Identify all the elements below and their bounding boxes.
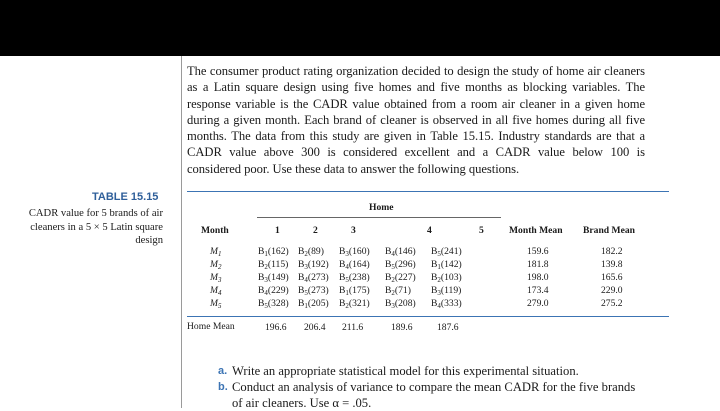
- table-cell: $B_2(103)$: [431, 272, 462, 284]
- month-label: $M_2$: [210, 259, 222, 271]
- month-label: $M_5$: [210, 298, 222, 310]
- month-label: $M_3$: [210, 272, 222, 284]
- table-cell: $B_5(241)$: [431, 246, 462, 258]
- table-cell: $B_3(192)$: [298, 259, 329, 271]
- home-mean: 187.6: [437, 322, 459, 333]
- home-number: 1: [275, 225, 280, 236]
- table-cell: $B_4(333)$: [431, 298, 462, 310]
- table-cell: $B_5(238)$: [339, 272, 370, 284]
- brand-mean: 165.6: [601, 272, 623, 283]
- month-mean: 181.8: [527, 259, 549, 270]
- table-cell: $B_5(273)$: [298, 285, 329, 297]
- month-mean: 198.0: [527, 272, 549, 283]
- table-cell: $B_1(205)$: [298, 298, 329, 310]
- table-cell: $B_2(115)$: [258, 259, 289, 271]
- month-mean-header: Month Mean: [509, 225, 563, 236]
- month-header: Month: [201, 225, 229, 236]
- table-cell: $B_3(149)$: [258, 272, 289, 284]
- question-item: [218, 379, 648, 411]
- home-mean: 189.6: [391, 322, 413, 333]
- table-cell: $B_4(164)$: [339, 259, 370, 271]
- month-mean: 279.0: [527, 298, 549, 309]
- brand-mean: 275.2: [601, 298, 623, 309]
- home-mean: 206.4: [304, 322, 326, 333]
- table-cell: $B_3(119)$: [431, 285, 462, 297]
- table-caption: CADR value for 5 brands of air cleaners in a 5 × 5 Latin square design: [28, 208, 163, 247]
- question-text: Conduct an analysis of variance to compare the mean CADR for the five brands of air cleaners. Use α = .05.: [232, 380, 636, 410]
- table-cell: $B_2(227)$: [385, 272, 416, 284]
- home-number: 2: [313, 225, 318, 236]
- table-cell: $B_4(273)$: [298, 272, 329, 284]
- home-number: 3: [351, 225, 356, 236]
- table-cell: $B_2(71)$: [385, 285, 411, 297]
- brand-mean: 139.8: [601, 259, 623, 270]
- problem-text: The consumer product rating organization decided to design the study of home air cleaners as a Latin square design using five homes and five months as blocking variables. The response variable is the CADR value obtained from a room air cleaner in a given home during a given month. Each brand of cleaner is observed in all five homes during all five months. The data from this study are given in Table 15.15. Industry standards are that a CADR value above 300 is considered excellent and a CADR value below 100 is considered poor. Use these data to answer the following questions.: [187, 64, 645, 176]
- table-bottom-rule: [187, 316, 669, 317]
- question-label: a.: [218, 365, 228, 377]
- table-title: TABLE 15.15: [92, 191, 159, 203]
- margin-rule: [181, 56, 182, 408]
- table-cell: $B_2(89)$: [298, 246, 324, 258]
- table-cell: $B_4(229)$: [258, 285, 289, 297]
- home-mean-label: Home Mean: [187, 321, 235, 332]
- home-header: Home: [369, 202, 394, 213]
- question-text: Write an appropriate statistical model for this experimental situation.: [232, 364, 579, 378]
- month-label: $M_4$: [210, 285, 222, 297]
- month-mean: 159.6: [527, 246, 549, 257]
- home-underline: [257, 217, 501, 218]
- brand-mean: 182.2: [601, 246, 623, 257]
- home-number: 4: [427, 225, 432, 236]
- table-cell: $B_3(160)$: [339, 246, 370, 258]
- home-number: 5: [479, 225, 484, 236]
- top-black-bar: [0, 0, 720, 56]
- table-cell: $B_1(162)$: [258, 246, 289, 258]
- table-cell: $B_5(296)$: [385, 259, 416, 271]
- table-cell: $B_5(328)$: [258, 298, 289, 310]
- table-cell: $B_2(321)$: [339, 298, 370, 310]
- brand-mean: 229.0: [601, 285, 623, 296]
- table-cell: $B_1(142)$: [431, 259, 462, 271]
- home-mean: 196.6: [265, 322, 287, 333]
- table-cell: $B_4(146)$: [385, 246, 416, 258]
- home-mean: 211.6: [342, 322, 364, 333]
- table-cell: $B_1(175)$: [339, 285, 370, 297]
- question-label: b.: [218, 381, 228, 393]
- table-top-rule: [187, 191, 669, 192]
- table-cell: $B_3(208)$: [385, 298, 416, 310]
- brand-mean-header: Brand Mean: [583, 225, 635, 236]
- month-label: $M_1$: [210, 246, 222, 258]
- month-mean: 173.4: [527, 285, 549, 296]
- question-list: [218, 363, 648, 411]
- question-item: [218, 363, 648, 379]
